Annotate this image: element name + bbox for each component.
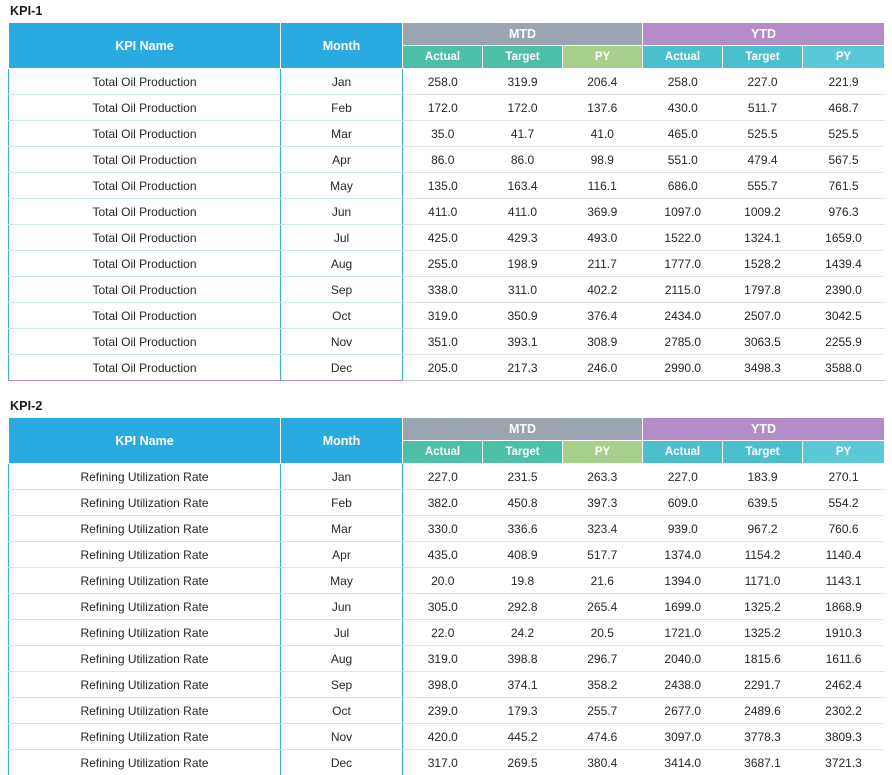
cell-ytd-py: 2390.0 <box>803 277 885 303</box>
cell-ytd-actual: 1699.0 <box>643 594 723 620</box>
cell-month: Apr <box>281 542 403 568</box>
cell-ytd-target: 1009.2 <box>723 199 803 225</box>
cell-ytd-target: 1528.2 <box>723 251 803 277</box>
cell-ytd-target: 3063.5 <box>723 329 803 355</box>
cell-ytd-py: 525.5 <box>803 121 885 147</box>
cell-ytd-target: 1325.2 <box>723 594 803 620</box>
col-header-month: Month <box>281 418 403 464</box>
cell-ytd-py: 567.5 <box>803 147 885 173</box>
cell-mtd-actual: 227.0 <box>403 464 483 490</box>
section-title-kpi-1: KPI-1 <box>10 4 43 18</box>
cell-kpi-name: Total Oil Production <box>9 69 281 95</box>
kpi-table-2 <box>8 417 885 775</box>
cell-ytd-target: 1171.0 <box>723 568 803 594</box>
cell-month: Aug <box>281 251 403 277</box>
cell-mtd-actual: 35.0 <box>403 121 483 147</box>
cell-mtd-actual: 22.0 <box>403 620 483 646</box>
cell-mtd-py: 137.6 <box>563 95 643 121</box>
cell-mtd-py: 323.4 <box>563 516 643 542</box>
col-header-ytd-target: Target <box>723 441 803 464</box>
cell-kpi-name: Total Oil Production <box>9 329 281 355</box>
cell-ytd-py: 3809.3 <box>803 724 885 750</box>
cell-ytd-target: 3687.1 <box>723 750 803 775</box>
col-header-ytd-py: PY <box>803 46 885 69</box>
cell-mtd-actual: 319.0 <box>403 646 483 672</box>
cell-mtd-actual: 420.0 <box>403 724 483 750</box>
kpi-section-1 <box>0 0 892 381</box>
col-header-ytd-py: PY <box>803 441 885 464</box>
cell-month: Feb <box>281 95 403 121</box>
cell-ytd-py: 2302.2 <box>803 698 885 724</box>
table-row <box>9 277 885 303</box>
cell-mtd-actual: 330.0 <box>403 516 483 542</box>
cell-ytd-target: 525.5 <box>723 121 803 147</box>
cell-ytd-actual: 551.0 <box>643 147 723 173</box>
table-row <box>9 95 885 121</box>
cell-month: Nov <box>281 329 403 355</box>
col-header-mtd-target: Target <box>483 46 563 69</box>
cell-ytd-target: 2489.6 <box>723 698 803 724</box>
cell-ytd-actual: 1777.0 <box>643 251 723 277</box>
cell-month: Jun <box>281 594 403 620</box>
cell-mtd-target: 172.0 <box>483 95 563 121</box>
header-row-group-1 <box>9 23 885 46</box>
col-group-header-ytd: YTD <box>643 418 885 441</box>
cell-mtd-actual: 319.0 <box>403 303 483 329</box>
col-header-month: Month <box>281 23 403 69</box>
cell-mtd-target: 86.0 <box>483 147 563 173</box>
cell-mtd-py: 20.5 <box>563 620 643 646</box>
cell-month: Oct <box>281 303 403 329</box>
cell-mtd-py: 98.9 <box>563 147 643 173</box>
cell-mtd-target: 408.9 <box>483 542 563 568</box>
cell-ytd-actual: 686.0 <box>643 173 723 199</box>
cell-kpi-name: Total Oil Production <box>9 199 281 225</box>
col-header-kpi-name: KPI Name <box>9 418 281 464</box>
cell-ytd-py: 2255.9 <box>803 329 885 355</box>
cell-mtd-actual: 239.0 <box>403 698 483 724</box>
cell-mtd-actual: 382.0 <box>403 490 483 516</box>
cell-ytd-actual: 2115.0 <box>643 277 723 303</box>
cell-kpi-name: Refining Utilization Rate <box>9 464 281 490</box>
cell-mtd-target: 450.8 <box>483 490 563 516</box>
table-row <box>9 147 885 173</box>
cell-ytd-target: 1324.1 <box>723 225 803 251</box>
table-body-2 <box>9 464 885 775</box>
table-row <box>9 698 885 724</box>
table-row <box>9 724 885 750</box>
table-row <box>9 329 885 355</box>
cell-ytd-actual: 1374.0 <box>643 542 723 568</box>
cell-mtd-actual: 305.0 <box>403 594 483 620</box>
cell-mtd-py: 206.4 <box>563 69 643 95</box>
cell-ytd-py: 3042.5 <box>803 303 885 329</box>
cell-mtd-target: 311.0 <box>483 277 563 303</box>
cell-ytd-py: 3721.3 <box>803 750 885 775</box>
table-row <box>9 464 885 490</box>
cell-mtd-target: 350.9 <box>483 303 563 329</box>
cell-ytd-actual: 2990.0 <box>643 355 723 381</box>
table-body-1 <box>9 69 885 381</box>
cell-ytd-actual: 227.0 <box>643 464 723 490</box>
cell-kpi-name: Total Oil Production <box>9 277 281 303</box>
cell-mtd-py: 211.7 <box>563 251 643 277</box>
cell-month: Jul <box>281 620 403 646</box>
cell-ytd-py: 270.1 <box>803 464 885 490</box>
cell-kpi-name: Total Oil Production <box>9 147 281 173</box>
cell-mtd-actual: 317.0 <box>403 750 483 775</box>
cell-ytd-target: 479.4 <box>723 147 803 173</box>
cell-mtd-target: 292.8 <box>483 594 563 620</box>
table-row <box>9 542 885 568</box>
cell-mtd-actual: 338.0 <box>403 277 483 303</box>
table-row <box>9 173 885 199</box>
cell-mtd-py: 493.0 <box>563 225 643 251</box>
cell-ytd-target: 1325.2 <box>723 620 803 646</box>
cell-mtd-actual: 435.0 <box>403 542 483 568</box>
kpi-section-2 <box>0 395 892 775</box>
cell-kpi-name: Total Oil Production <box>9 225 281 251</box>
table-row <box>9 199 885 225</box>
cell-ytd-py: 1868.9 <box>803 594 885 620</box>
cell-mtd-target: 163.4 <box>483 173 563 199</box>
cell-ytd-target: 3498.3 <box>723 355 803 381</box>
cell-kpi-name: Total Oil Production <box>9 95 281 121</box>
cell-ytd-actual: 430.0 <box>643 95 723 121</box>
cell-ytd-actual: 3414.0 <box>643 750 723 775</box>
cell-ytd-actual: 3097.0 <box>643 724 723 750</box>
cell-month: Jun <box>281 199 403 225</box>
cell-mtd-py: 358.2 <box>563 672 643 698</box>
cell-kpi-name: Refining Utilization Rate <box>9 542 281 568</box>
cell-mtd-target: 319.9 <box>483 69 563 95</box>
cell-ytd-py: 3588.0 <box>803 355 885 381</box>
cell-mtd-target: 429.3 <box>483 225 563 251</box>
cell-mtd-py: 21.6 <box>563 568 643 594</box>
cell-kpi-name: Refining Utilization Rate <box>9 646 281 672</box>
cell-kpi-name: Total Oil Production <box>9 173 281 199</box>
cell-mtd-actual: 20.0 <box>403 568 483 594</box>
cell-mtd-py: 402.2 <box>563 277 643 303</box>
table-row <box>9 69 885 95</box>
cell-ytd-target: 639.5 <box>723 490 803 516</box>
cell-kpi-name: Refining Utilization Rate <box>9 724 281 750</box>
col-header-mtd-py: PY <box>563 441 643 464</box>
kpi-table-1 <box>8 22 885 381</box>
cell-mtd-target: 393.1 <box>483 329 563 355</box>
table-row <box>9 672 885 698</box>
cell-ytd-py: 1439.4 <box>803 251 885 277</box>
cell-ytd-target: 1815.6 <box>723 646 803 672</box>
cell-mtd-target: 336.6 <box>483 516 563 542</box>
cell-month: Aug <box>281 646 403 672</box>
cell-mtd-py: 246.0 <box>563 355 643 381</box>
cell-mtd-py: 376.4 <box>563 303 643 329</box>
cell-month: Jul <box>281 225 403 251</box>
cell-mtd-actual: 205.0 <box>403 355 483 381</box>
cell-ytd-target: 555.7 <box>723 173 803 199</box>
cell-kpi-name: Refining Utilization Rate <box>9 620 281 646</box>
cell-ytd-py: 761.5 <box>803 173 885 199</box>
cell-mtd-target: 445.2 <box>483 724 563 750</box>
header-row-group-2 <box>9 418 885 441</box>
cell-mtd-actual: 135.0 <box>403 173 483 199</box>
cell-ytd-target: 3778.3 <box>723 724 803 750</box>
cell-mtd-py: 397.3 <box>563 490 643 516</box>
cell-kpi-name: Refining Utilization Rate <box>9 568 281 594</box>
cell-month: Mar <box>281 121 403 147</box>
cell-ytd-actual: 609.0 <box>643 490 723 516</box>
cell-ytd-target: 2507.0 <box>723 303 803 329</box>
cell-mtd-py: 41.0 <box>563 121 643 147</box>
cell-mtd-py: 517.7 <box>563 542 643 568</box>
cell-mtd-py: 255.7 <box>563 698 643 724</box>
table-row <box>9 568 885 594</box>
cell-kpi-name: Refining Utilization Rate <box>9 594 281 620</box>
col-header-ytd-actual: Actual <box>643 441 723 464</box>
col-header-kpi-name: KPI Name <box>9 23 281 69</box>
cell-mtd-target: 231.5 <box>483 464 563 490</box>
col-header-ytd-actual: Actual <box>643 46 723 69</box>
cell-ytd-target: 227.0 <box>723 69 803 95</box>
table-header-1 <box>9 23 885 69</box>
cell-ytd-actual: 939.0 <box>643 516 723 542</box>
cell-ytd-actual: 1522.0 <box>643 225 723 251</box>
table-row <box>9 646 885 672</box>
col-header-mtd-py: PY <box>563 46 643 69</box>
cell-ytd-target: 1154.2 <box>723 542 803 568</box>
table-header-2 <box>9 418 885 464</box>
cell-kpi-name: Refining Utilization Rate <box>9 698 281 724</box>
cell-mtd-py: 380.4 <box>563 750 643 775</box>
cell-mtd-actual: 351.0 <box>403 329 483 355</box>
cell-month: Mar <box>281 516 403 542</box>
cell-mtd-target: 19.8 <box>483 568 563 594</box>
cell-month: May <box>281 568 403 594</box>
cell-month: Dec <box>281 355 403 381</box>
cell-ytd-target: 183.9 <box>723 464 803 490</box>
cell-mtd-py: 296.7 <box>563 646 643 672</box>
table-row <box>9 121 885 147</box>
cell-mtd-target: 269.5 <box>483 750 563 775</box>
table-row <box>9 620 885 646</box>
cell-ytd-actual: 2785.0 <box>643 329 723 355</box>
cell-mtd-target: 217.3 <box>483 355 563 381</box>
cell-mtd-actual: 172.0 <box>403 95 483 121</box>
cell-ytd-actual: 258.0 <box>643 69 723 95</box>
cell-kpi-name: Refining Utilization Rate <box>9 750 281 775</box>
cell-month: Apr <box>281 147 403 173</box>
col-header-mtd-target: Target <box>483 441 563 464</box>
col-header-mtd-actual: Actual <box>403 46 483 69</box>
cell-month: Sep <box>281 277 403 303</box>
cell-month: May <box>281 173 403 199</box>
cell-ytd-py: 760.6 <box>803 516 885 542</box>
cell-month: Feb <box>281 490 403 516</box>
cell-ytd-py: 1611.6 <box>803 646 885 672</box>
col-group-header-mtd: MTD <box>403 418 643 441</box>
cell-mtd-actual: 255.0 <box>403 251 483 277</box>
cell-ytd-py: 1659.0 <box>803 225 885 251</box>
cell-month: Sep <box>281 672 403 698</box>
table-row <box>9 303 885 329</box>
section-title-kpi-2: KPI-2 <box>10 399 43 413</box>
cell-mtd-actual: 398.0 <box>403 672 483 698</box>
cell-mtd-target: 374.1 <box>483 672 563 698</box>
cell-month: Jan <box>281 464 403 490</box>
cell-mtd-actual: 258.0 <box>403 69 483 95</box>
col-group-header-ytd: YTD <box>643 23 885 46</box>
cell-mtd-actual: 425.0 <box>403 225 483 251</box>
cell-mtd-py: 369.9 <box>563 199 643 225</box>
cell-mtd-py: 265.4 <box>563 594 643 620</box>
cell-kpi-name: Total Oil Production <box>9 355 281 381</box>
table-row <box>9 516 885 542</box>
cell-ytd-actual: 1097.0 <box>643 199 723 225</box>
cell-ytd-py: 1140.4 <box>803 542 885 568</box>
col-header-mtd-actual: Actual <box>403 441 483 464</box>
cell-ytd-py: 2462.4 <box>803 672 885 698</box>
col-header-ytd-target: Target <box>723 46 803 69</box>
cell-ytd-py: 1910.3 <box>803 620 885 646</box>
cell-ytd-target: 1797.8 <box>723 277 803 303</box>
cell-ytd-py: 1143.1 <box>803 568 885 594</box>
cell-ytd-py: 554.2 <box>803 490 885 516</box>
cell-kpi-name: Refining Utilization Rate <box>9 516 281 542</box>
cell-ytd-actual: 1721.0 <box>643 620 723 646</box>
table-row <box>9 355 885 381</box>
cell-kpi-name: Refining Utilization Rate <box>9 672 281 698</box>
table-row <box>9 490 885 516</box>
cell-mtd-py: 116.1 <box>563 173 643 199</box>
table-row <box>9 594 885 620</box>
table-row <box>9 225 885 251</box>
cell-ytd-py: 221.9 <box>803 69 885 95</box>
cell-kpi-name: Total Oil Production <box>9 121 281 147</box>
cell-kpi-name: Refining Utilization Rate <box>9 490 281 516</box>
table-row <box>9 251 885 277</box>
cell-mtd-py: 474.6 <box>563 724 643 750</box>
cell-month: Oct <box>281 698 403 724</box>
cell-ytd-actual: 465.0 <box>643 121 723 147</box>
cell-month: Dec <box>281 750 403 775</box>
cell-ytd-actual: 1394.0 <box>643 568 723 594</box>
cell-mtd-target: 41.7 <box>483 121 563 147</box>
cell-ytd-actual: 2438.0 <box>643 672 723 698</box>
cell-ytd-py: 468.7 <box>803 95 885 121</box>
col-group-header-mtd: MTD <box>403 23 643 46</box>
cell-ytd-target: 967.2 <box>723 516 803 542</box>
cell-ytd-actual: 2677.0 <box>643 698 723 724</box>
section-spacer <box>0 381 892 395</box>
cell-mtd-target: 411.0 <box>483 199 563 225</box>
cell-month: Nov <box>281 724 403 750</box>
cell-mtd-target: 398.8 <box>483 646 563 672</box>
cell-kpi-name: Total Oil Production <box>9 251 281 277</box>
cell-ytd-actual: 2040.0 <box>643 646 723 672</box>
cell-ytd-target: 2291.7 <box>723 672 803 698</box>
cell-mtd-py: 263.3 <box>563 464 643 490</box>
cell-ytd-actual: 2434.0 <box>643 303 723 329</box>
cell-mtd-target: 198.9 <box>483 251 563 277</box>
cell-ytd-target: 511.7 <box>723 95 803 121</box>
cell-mtd-target: 24.2 <box>483 620 563 646</box>
cell-kpi-name: Total Oil Production <box>9 303 281 329</box>
cell-ytd-py: 976.3 <box>803 199 885 225</box>
cell-mtd-actual: 411.0 <box>403 199 483 225</box>
cell-mtd-actual: 86.0 <box>403 147 483 173</box>
cell-month: Jan <box>281 69 403 95</box>
cell-mtd-target: 179.3 <box>483 698 563 724</box>
cell-mtd-py: 308.9 <box>563 329 643 355</box>
table-row <box>9 750 885 775</box>
